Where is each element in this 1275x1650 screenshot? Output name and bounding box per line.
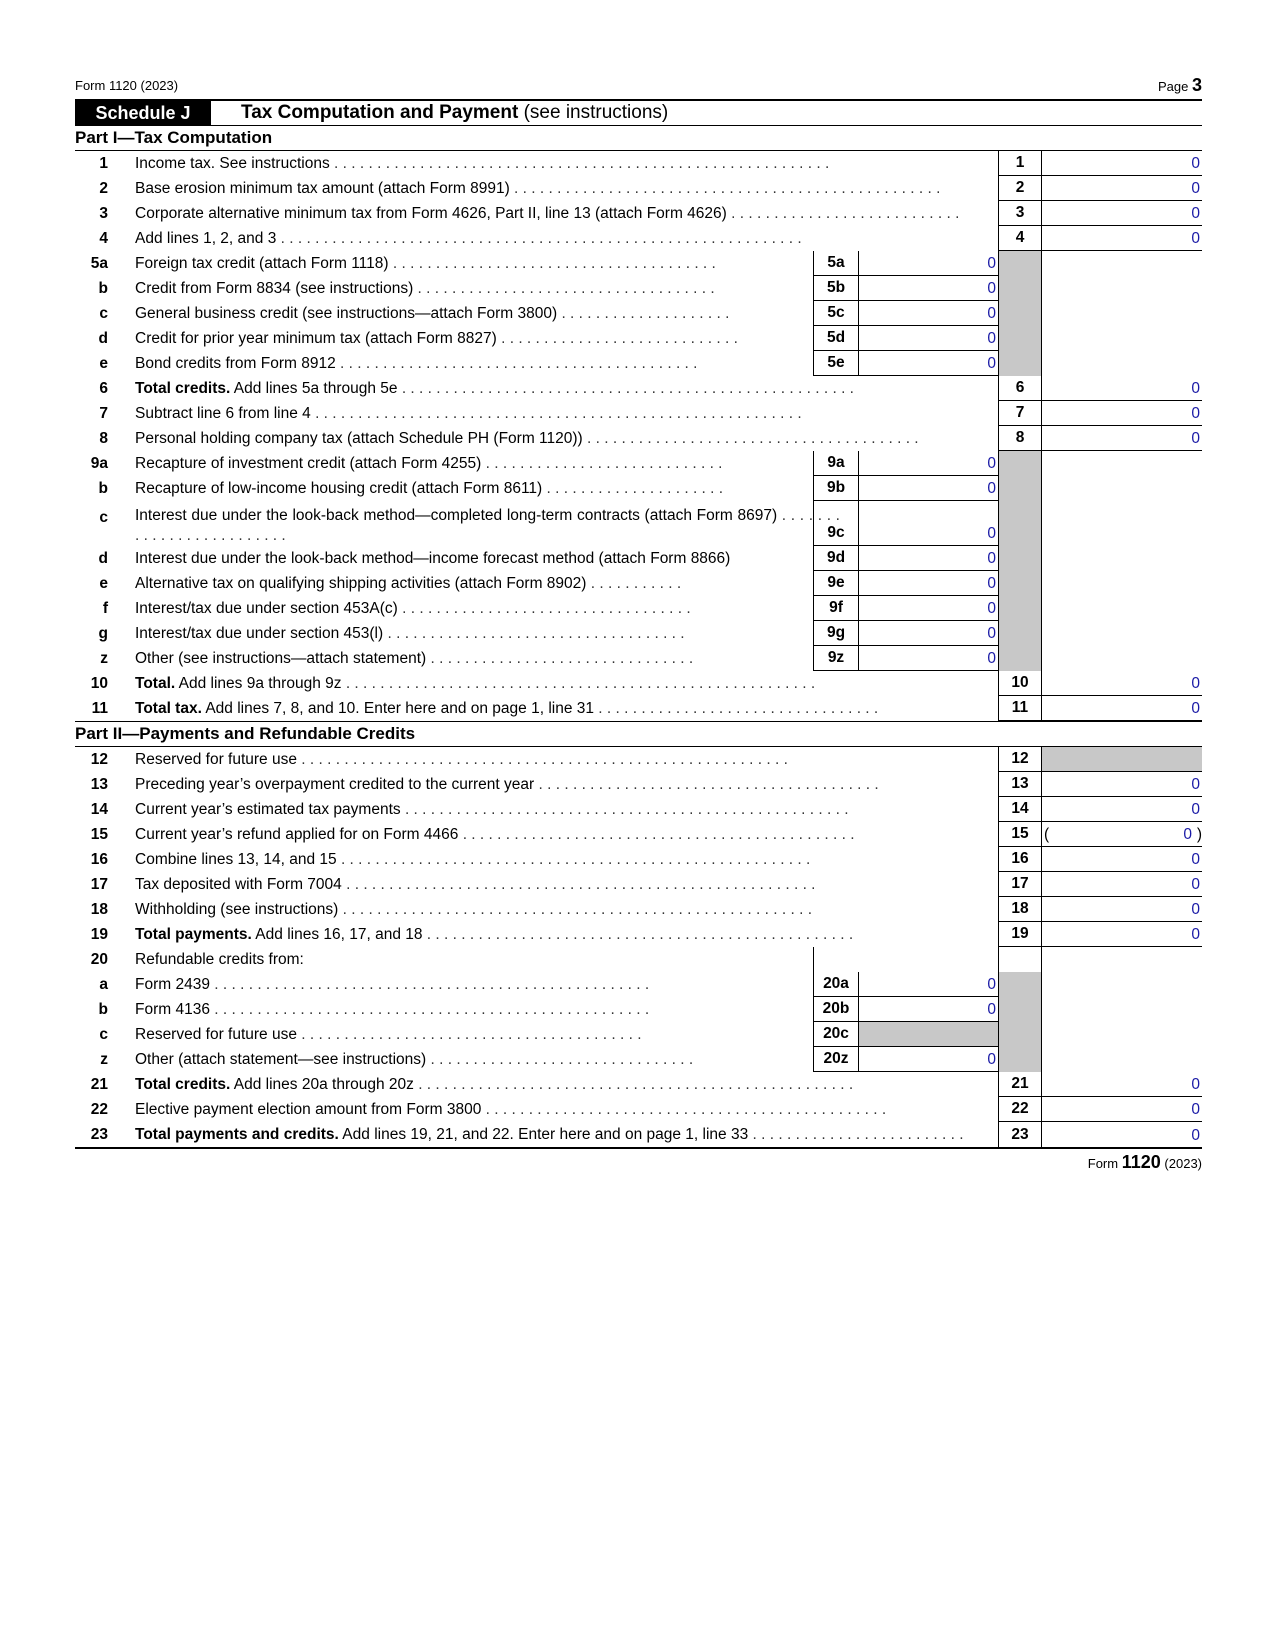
line-17: 17 Tax deposited with Form 7004 . . . . . . . . . . . . . . . . . . . . . . . . . . . . . . . . . . . . . . . . . . . . . . . . . . . . . . . 17 0: [75, 872, 1202, 897]
line-21-amount[interactable]: 0: [1042, 1072, 1202, 1097]
line-9d-amount[interactable]: 0: [858, 546, 998, 571]
line-4: 4 Add lines 1, 2, and 3 . . . . . . . . . . . . . . . . . . . . . . . . . . . . . . . . . . . . . . . . . . . . . . . . . . . . . . . . . . . . . 4 0: [75, 226, 1202, 251]
line-20: 20 Refundable credits from:: [75, 947, 1202, 972]
part-1-title: Part I—Tax Computation: [75, 126, 1202, 151]
line-12: 12 Reserved for future use . . . . . . . . . . . . . . . . . . . . . . . . . . . . . . . . . . . . . . . . . . . . . . . . . . . . . . . . . 12: [75, 747, 1202, 772]
line-15: 15 Current year’s refund applied for on Form 4466 . . . . . . . . . . . . . . . . . . . . . . . . . . . . . . . . . . . . . . . . . . . . . . 15 ( 0 ): [75, 822, 1202, 847]
line-11: 11 Total tax. Add lines 7, 8, and 10. Enter here and on page 1, line 31 . . . . . . . . . . . . . . . . . . . . . . . . . . . . . . . . . 11 0: [75, 696, 1202, 721]
line-19-amount[interactable]: 0: [1042, 922, 1202, 947]
line-6-amount[interactable]: 0: [1042, 376, 1202, 401]
line-5c: c General business credit (see instructions—attach Form 3800) . . . . . . . . . . . . . . . . . . . . 5c 0: [75, 301, 1202, 326]
line-20a: a Form 2439 . . . . . . . . . . . . . . . . . . . . . . . . . . . . . . . . . . . . . . . . . . . . . . . . . . . 20a 0: [75, 972, 1202, 997]
line-9z-amount[interactable]: 0: [858, 646, 998, 671]
line-2: 2 Base erosion minimum tax amount (attach Form 8991) . . . . . . . . . . . . . . . . . . . . . . . . . . . . . . . . . . . . . . . . . . . . . . . . . . 2 0: [75, 176, 1202, 201]
line-5b: b Credit from Form 8834 (see instructions) . . . . . . . . . . . . . . . . . . . . . . . . . . . . . . . . . . . 5b 0: [75, 276, 1202, 301]
line-20a-amount[interactable]: 0: [858, 972, 998, 997]
line-22-amount[interactable]: 0: [1042, 1097, 1202, 1122]
bottom-rule: [75, 1147, 1202, 1149]
line-7-amount[interactable]: 0: [1042, 401, 1202, 426]
line-10: 10 Total. Add lines 9a through 9z . . . . . . . . . . . . . . . . . . . . . . . . . . . . . . . . . . . . . . . . . . . . . . . . . . . . . . . 10 0: [75, 671, 1202, 696]
part-2-title: Part II—Payments and Refundable Credits: [75, 721, 1202, 747]
line-9d: d Interest due under the look-back method—income forecast method (attach Form 8866) 9d 0: [75, 546, 1202, 571]
schedule-title: Tax Computation and Payment (see instructions): [241, 102, 669, 123]
line-17-amount[interactable]: 0: [1042, 872, 1202, 897]
line-9c: c Interest due under the look-back method—completed long-term contracts (attach Form 8697) . . . . . . . . . . . . . . . . . . . . . . . . . 9c 0: [75, 501, 1202, 546]
line-14-amount[interactable]: 0: [1042, 797, 1202, 822]
line-10-amount[interactable]: 0: [1042, 671, 1202, 696]
line-5a: 5a Foreign tax credit (attach Form 1118) . . . . . . . . . . . . . . . . . . . . . . . . . . . . . . . . . . . . . . 5a 0: [75, 251, 1202, 276]
line-20z-amount[interactable]: 0: [858, 1047, 998, 1072]
line-15-amount[interactable]: ( 0 ): [1042, 822, 1202, 847]
page-number: Page 3: [1157, 75, 1202, 95]
line-9a-amount[interactable]: 0: [858, 451, 998, 476]
line-5a-amount[interactable]: 0: [858, 251, 998, 276]
line-20c-amount: [858, 1022, 998, 1047]
line-20z: z Other (attach statement—see instructions) . . . . . . . . . . . . . . . . . . . . . . . . . . . . . . . 20z 0: [75, 1047, 1202, 1072]
line-3-amount[interactable]: 0: [1042, 201, 1202, 226]
line-9g-amount[interactable]: 0: [858, 621, 998, 646]
line-9z: z Other (see instructions—attach statement) . . . . . . . . . . . . . . . . . . . . . . . . . . . . . . . 9z 0: [75, 646, 1202, 671]
line-9c-amount[interactable]: 0: [858, 501, 998, 546]
schedule-name: Schedule J: [75, 101, 211, 125]
line-18: 18 Withholding (see instructions) . . . . . . . . . . . . . . . . . . . . . . . . . . . . . . . . . . . . . . . . . . . . . . . . . . . . . . . 18 0: [75, 897, 1202, 922]
line-16: 16 Combine lines 13, 14, and 15 . . . . . . . . . . . . . . . . . . . . . . . . . . . . . . . . . . . . . . . . . . . . . . . . . . . . . . . 16 0: [75, 847, 1202, 872]
schedule-header: [75, 101, 1202, 126]
line-22: 22 Elective payment election amount from Form 3800 . . . . . . . . . . . . . . . . . . . . . . . . . . . . . . . . . . . . . . . . . . . . . . . 22 0: [75, 1097, 1202, 1122]
line-16-amount[interactable]: 0: [1042, 847, 1202, 872]
line-20c: c Reserved for future use . . . . . . . . . . . . . . . . . . . . . . . . . . . . . . . . . . . . . . . . 20c: [75, 1022, 1202, 1047]
line-20b: b Form 4136 . . . . . . . . . . . . . . . . . . . . . . . . . . . . . . . . . . . . . . . . . . . . . . . . . . . 20b 0: [75, 997, 1202, 1022]
form-id: Form 1120 (2023): [75, 78, 179, 93]
line-1-amount[interactable]: 0: [1042, 151, 1202, 176]
line-14: 14 Current year’s estimated tax payments . . . . . . . . . . . . . . . . . . . . . . . . . . . . . . . . . . . . . . . . . . . . . . . . . . . . 14 0: [75, 797, 1202, 822]
line-12-amount: [1042, 747, 1202, 772]
line-2-amount[interactable]: 0: [1042, 176, 1202, 201]
line-5e-amount[interactable]: 0: [858, 351, 998, 376]
line-3: 3 Corporate alternative minimum tax from Form 4626, Part II, line 13 (attach Form 4626) . . . . . . . . . . . . . . . . . . . . . . . . . . . 3 0: [75, 201, 1202, 226]
line-13-amount[interactable]: 0: [1042, 772, 1202, 797]
line-9f: f Interest/tax due under section 453A(c) . . . . . . . . . . . . . . . . . . . . . . . . . . . . . . . . . . 9f 0: [75, 596, 1202, 621]
line-9b-amount[interactable]: 0: [858, 476, 998, 501]
line-9e-amount[interactable]: 0: [858, 571, 998, 596]
line-20b-amount[interactable]: 0: [858, 997, 998, 1022]
line-9e: e Alternative tax on qualifying shipping activities (attach Form 8902) . . . . . . . . . . . 9e 0: [75, 571, 1202, 596]
line-5d-amount[interactable]: 0: [858, 326, 998, 351]
page-header: [75, 75, 1202, 101]
line-9g: g Interest/tax due under section 453(l) . . . . . . . . . . . . . . . . . . . . . . . . . . . . . . . . . . . 9g 0: [75, 621, 1202, 646]
line-19: 19 Total payments. Add lines 16, 17, and 18 . . . . . . . . . . . . . . . . . . . . . . . . . . . . . . . . . . . . . . . . . . . . . . . . . . 19 0: [75, 922, 1202, 947]
line-5c-amount[interactable]: 0: [858, 301, 998, 326]
line-1: 1 Income tax. See instructions . . . . . . . . . . . . . . . . . . . . . . . . . . . . . . . . . . . . . . . . . . . . . . . . . . . . . . . . . . 1 0: [75, 151, 1202, 176]
line-8: 8 Personal holding company tax (attach Schedule PH (Form 1120)) . . . . . . . . . . . . . . . . . . . . . . . . . . . . . . . . . . . . . . . 8 0: [75, 426, 1202, 451]
line-6: 6 Total credits. Add lines 5a through 5e . . . . . . . . . . . . . . . . . . . . . . . . . . . . . . . . . . . . . . . . . . . . . . . . . . . . . 6 0: [75, 376, 1202, 401]
page-footer: Form 1120 (2023): [1087, 1152, 1202, 1172]
line-9a: 9a Recapture of investment credit (attach Form 4255) . . . . . . . . . . . . . . . . . . . . . . . . . . . . 9a 0: [75, 451, 1202, 476]
line-5b-amount[interactable]: 0: [858, 276, 998, 301]
line-4-amount[interactable]: 0: [1042, 226, 1202, 251]
line-5d: d Credit for prior year minimum tax (attach Form 8827) . . . . . . . . . . . . . . . . . . . . . . . . . . . . 5d 0: [75, 326, 1202, 351]
line-8-amount[interactable]: 0: [1042, 426, 1202, 451]
line-23: 23 Total payments and credits. Add lines 19, 21, and 22. Enter here and on page 1, line 33 . . . . . . . . . . . . . . . . . . . . . . . . . 23 0: [75, 1122, 1202, 1147]
line-9b: b Recapture of low-income housing credit (attach Form 8611) . . . . . . . . . . . . . . . . . . . . . 9b 0: [75, 476, 1202, 501]
line-5e: e Bond credits from Form 8912 . . . . . . . . . . . . . . . . . . . . . . . . . . . . . . . . . . . . . . . . . . 5e 0: [75, 351, 1202, 376]
form-page: [75, 75, 1202, 1173]
line-18-amount[interactable]: 0: [1042, 897, 1202, 922]
line-7: 7 Subtract line 6 from line 4 . . . . . . . . . . . . . . . . . . . . . . . . . . . . . . . . . . . . . . . . . . . . . . . . . . . . . . . . . 7 0: [75, 401, 1202, 426]
line-21: 21 Total credits. Add lines 20a through 20z . . . . . . . . . . . . . . . . . . . . . . . . . . . . . . . . . . . . . . . . . . . . . . . . . . . 21 0: [75, 1072, 1202, 1097]
line-9f-amount[interactable]: 0: [858, 596, 998, 621]
line-23-amount[interactable]: 0: [1191, 1127, 1200, 1144]
line-13: 13 Preceding year’s overpayment credited to the current year . . . . . . . . . . . . . . . . . . . . . . . . . . . . . . . . . . . . . . . . 13 0: [75, 772, 1202, 797]
line-11-amount[interactable]: 0: [1042, 696, 1202, 721]
